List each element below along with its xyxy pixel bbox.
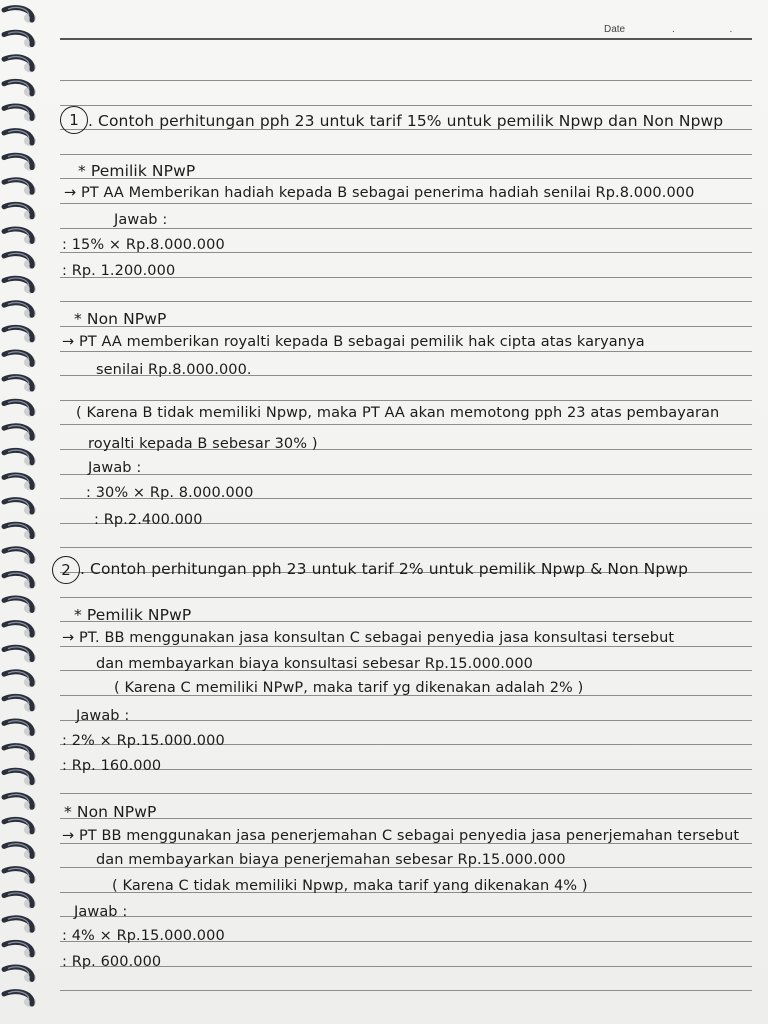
- top-rule: [60, 38, 752, 40]
- ruled-line: [60, 80, 752, 81]
- date-label: Date: [604, 24, 626, 35]
- ruled-line: [60, 597, 752, 598]
- section-2-npwp-note: ( Karena C memiliki NPwP, maka tarif yg dikenakan adalah 2% ): [114, 680, 584, 696]
- section-1-non-npwp-calc-line1: : 30% × Rp. 8.000.000: [86, 485, 254, 501]
- ruled-line: [60, 351, 752, 352]
- ruled-line: [60, 547, 752, 548]
- section-2-non-npwp-note: ( Karena C tidak memiliki Npwp, maka tarif yang dikenakan 4% ): [112, 878, 588, 894]
- section-2-npwp-heading: * Pemilik NPwP: [74, 606, 192, 624]
- ruled-line: [60, 474, 752, 475]
- section-1-non-npwp-statement-line2: senilai Rp.8.000.000.: [96, 362, 252, 378]
- ruled-line: [60, 105, 752, 106]
- section-1-non-npwp-note-line1: ( Karena B tidak memiliki Npwp, maka PT AA akan memotong pph 23 atas pembayaran: [76, 405, 720, 421]
- section-1-non-npwp-note-line2: royalti kepada B sebesar 30% ): [88, 436, 318, 452]
- section-1-npwp-statement: → PT AA Memberikan hadiah kepada B sebagai penerima hadiah senilai Rp.8.000.000: [64, 185, 695, 201]
- section-2-npwp-calc-line1: : 2% × Rp.15.000.000: [62, 733, 225, 749]
- section-2-npwp-calc-line2: : Rp. 160.000: [62, 758, 162, 774]
- ruled-line: [60, 916, 752, 917]
- ruled-line: [60, 990, 752, 991]
- section-1-non-npwp-answer-label: Jawab :: [88, 460, 142, 476]
- section-1-npwp-answer-label: Jawab :: [114, 212, 168, 228]
- ruled-line: [60, 424, 752, 425]
- ruled-line: [60, 769, 752, 770]
- section-1-non-npwp-calc-line2: : Rp.2.400.000: [94, 512, 203, 528]
- section-1-title: . Contoh perhitungan pph 23 untuk tarif 15% untuk pemilik Npwp dan Non Npwp: [88, 112, 724, 130]
- section-1-npwp-calc-line2: : Rp. 1.200.000: [62, 263, 176, 279]
- section-2-non-npwp-heading: * Non NPwP: [64, 803, 157, 821]
- section-2-number: 2: [52, 556, 80, 584]
- section-2-non-npwp-calc-line2: : Rp. 600.000: [62, 954, 162, 970]
- section-2-non-npwp-statement-line1: → PT BB menggunakan jasa penerjemahan C sebagai penyedia jasa penerjemahan tersebut: [62, 828, 740, 844]
- ruled-line: [60, 793, 752, 794]
- section-2-npwp-statement-line1: → PT. BB menggunakan jasa konsultan C sebagai penyedia jasa konsultasi tersebut: [62, 630, 675, 646]
- ruled-line: [60, 301, 752, 302]
- section-2-non-npwp-answer-label: Jawab :: [74, 904, 128, 920]
- section-1-non-npwp-heading: * Non NPwP: [74, 310, 167, 328]
- ruled-line: [60, 203, 752, 204]
- section-1-npwp-calc-line1: : 15% × Rp.8.000.000: [62, 237, 225, 253]
- section-2-non-npwp-statement-line2: dan membayarkan biaya penerjemahan sebesar Rp.15.000.000: [96, 852, 566, 868]
- ruled-line: [60, 818, 752, 819]
- section-2-npwp-answer-label: Jawab :: [76, 708, 130, 724]
- ruled-line: [60, 720, 752, 721]
- section-1-npwp-heading: * Pemilik NPwP: [78, 162, 196, 180]
- ruled-line: [60, 966, 752, 967]
- section-1-number: 1: [60, 106, 88, 134]
- ruled-line: [60, 400, 752, 401]
- section-2-npwp-statement-line2: dan membayarkan biaya konsultasi sebesar Rp.15.000.000: [96, 656, 533, 672]
- date-dots: . .: [672, 24, 759, 35]
- ruled-line: [60, 154, 752, 155]
- section-1-non-npwp-statement-line1: → PT AA memberikan royalti kepada B sebagai pemilik hak cipta atas karyanya: [62, 334, 645, 350]
- section-2-non-npwp-calc-line1: : 4% × Rp.15.000.000: [62, 928, 225, 944]
- section-2-title: . Contoh perhitungan pph 23 untuk tarif 2% untuk pemilik Npwp & Non Npwp: [80, 560, 689, 578]
